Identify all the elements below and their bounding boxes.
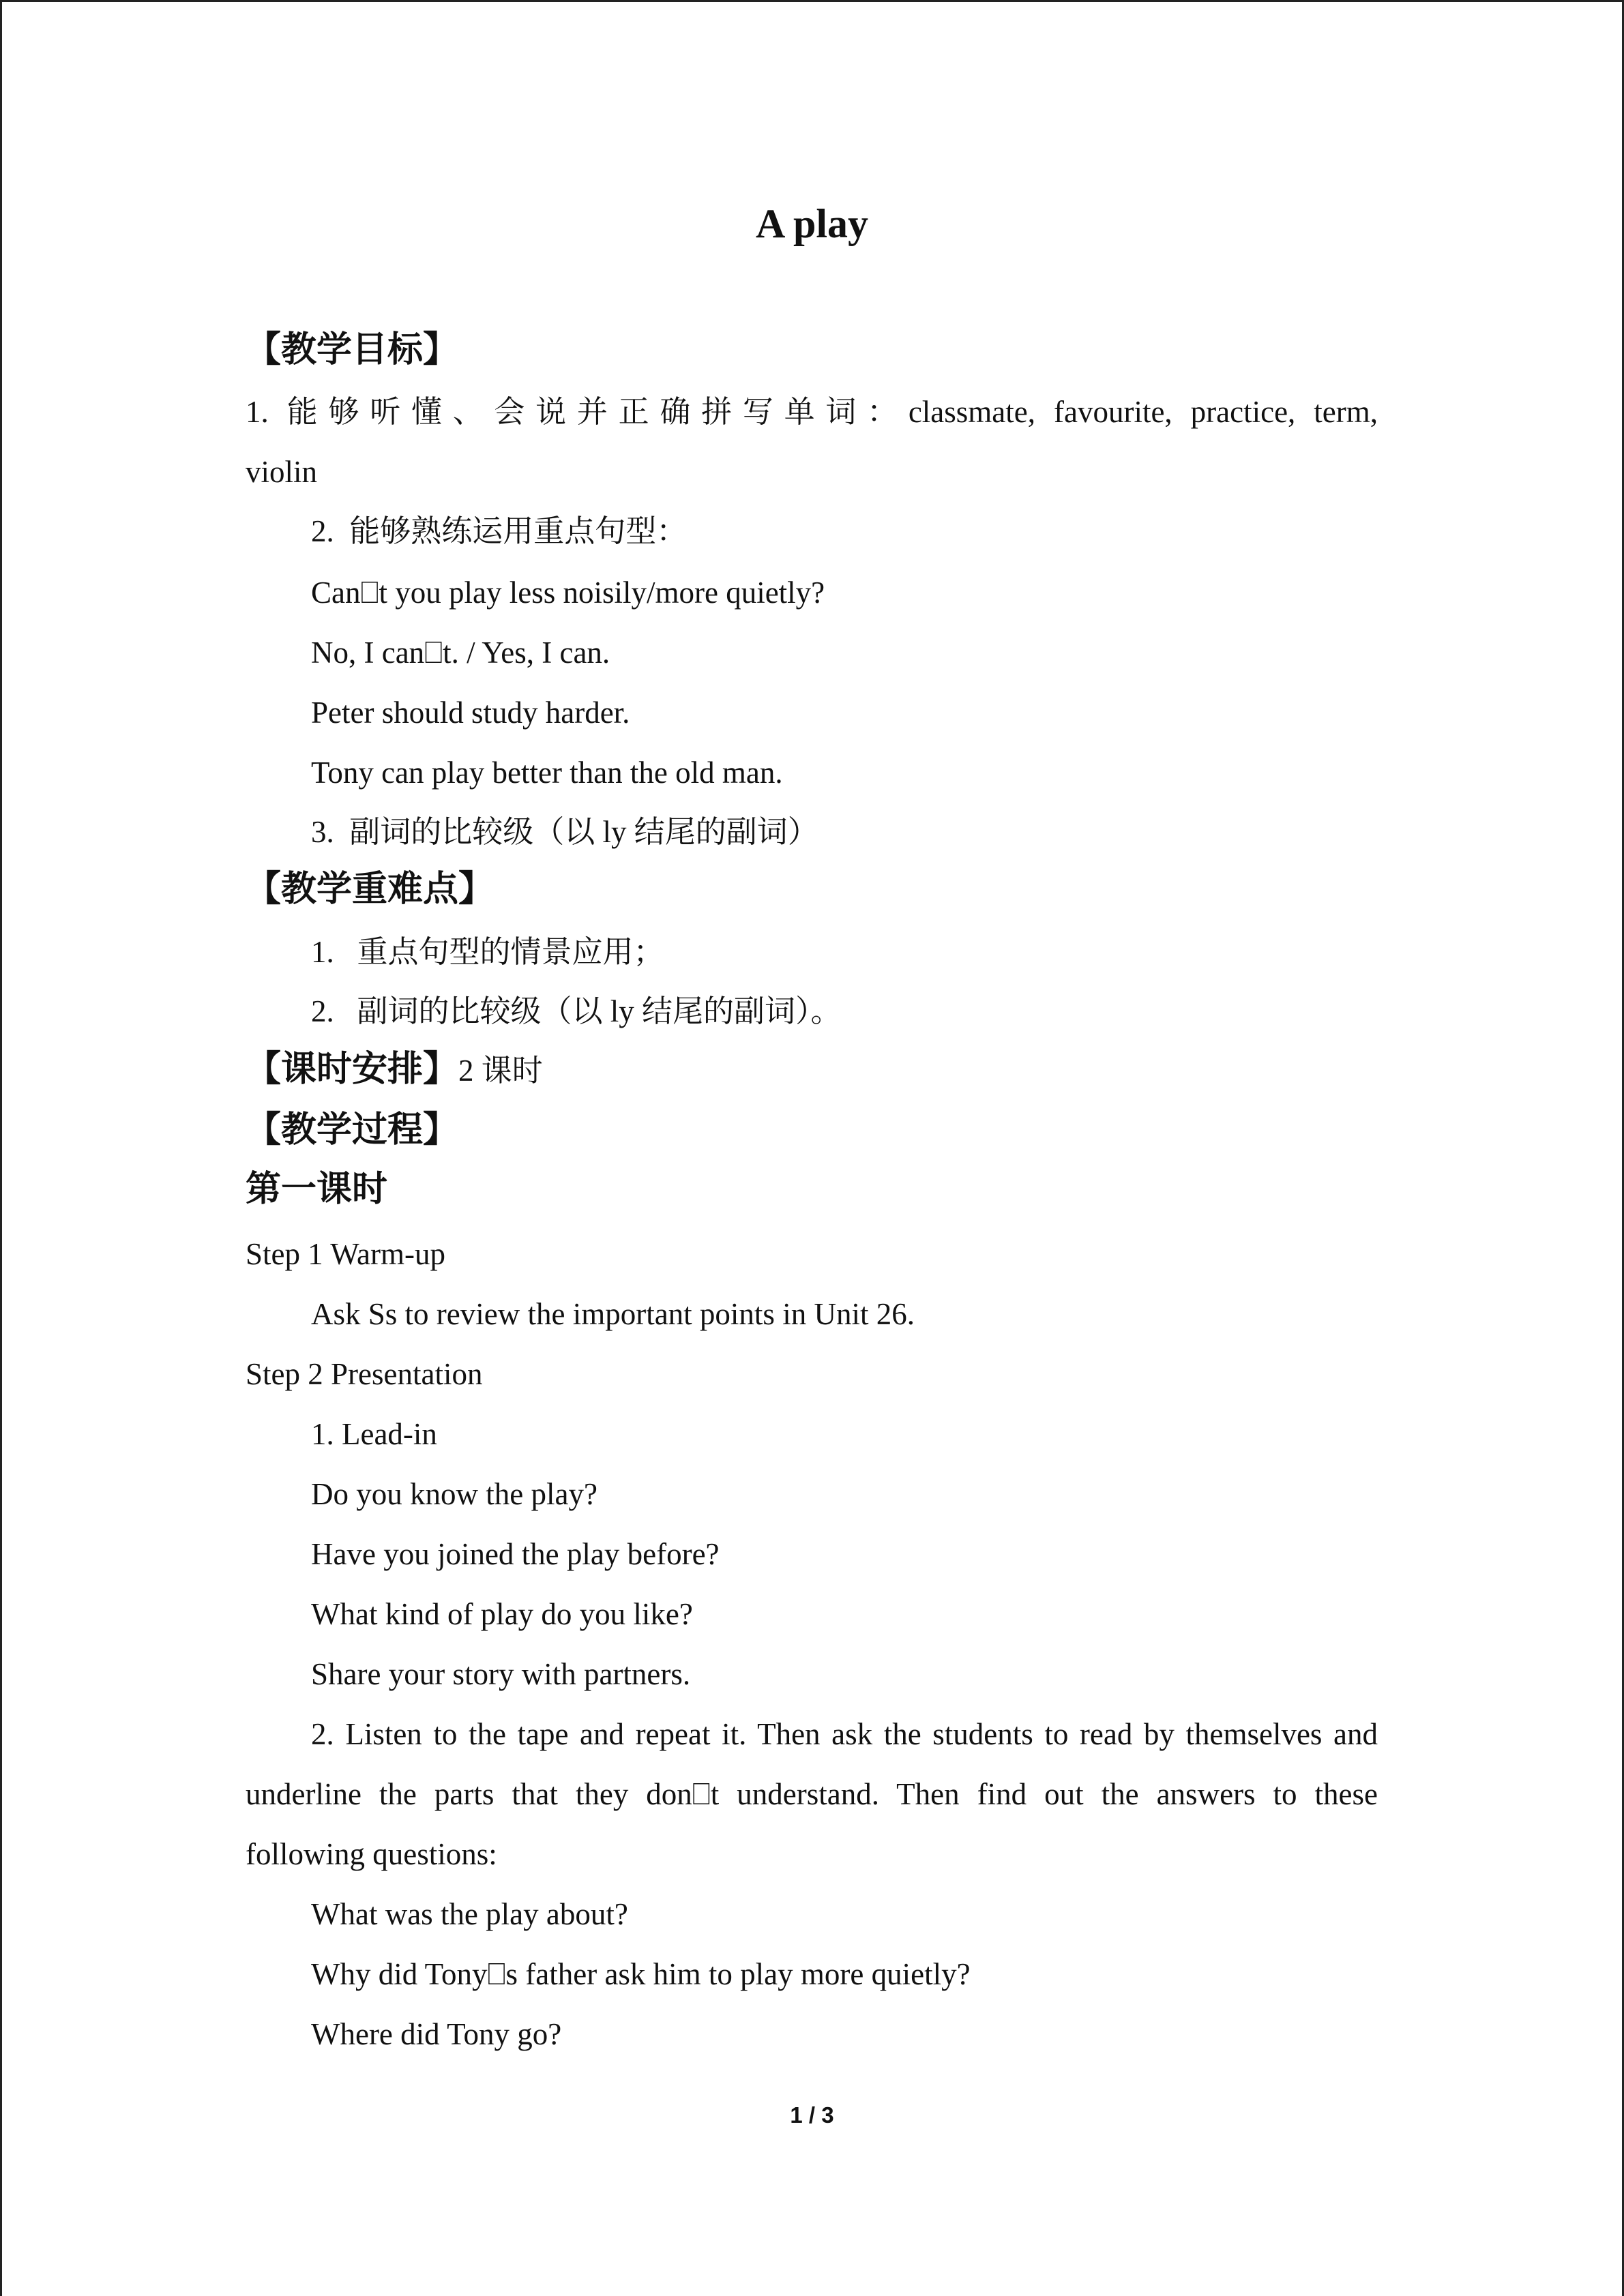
- page-left-border: [0, 0, 2, 2296]
- keypoints-heading: 【教学重难点】: [246, 869, 494, 910]
- listen-line-1: 2. Listen to the tape and repeat it. Then ask the students to read by themselves and: [311, 1717, 1378, 1751]
- schedule-heading: [246, 1048, 543, 1090]
- sentence-2: No, I can⎕t. / Yes, I can.: [311, 636, 610, 670]
- sentence-3: Peter should study harder.: [311, 696, 630, 730]
- step-2-title: Step 2 Presentation: [246, 1357, 483, 1391]
- objectives-heading: 【教学目标】: [246, 329, 459, 370]
- question-1: Do you know the play?: [311, 1477, 597, 1511]
- document-title: A play: [755, 201, 869, 246]
- schedule-label: 【课时安排】: [246, 1049, 459, 1090]
- question-2: Have you joined the play before?: [311, 1537, 720, 1571]
- schedule-value: 2 课时: [458, 1054, 543, 1088]
- keypoint-2: 2. 副词的比较级（以 ly 结尾的副词）。: [311, 994, 842, 1028]
- objective-2: 2. 能够熟练运用重点句型：: [311, 514, 688, 548]
- question-4: Share your story with partners.: [311, 1657, 691, 1691]
- lead-in: 1. Lead-in: [311, 1417, 437, 1451]
- keypoint-1: 1. 重点句型的情景应用；: [311, 935, 664, 969]
- objective-1-line-1: 1. 能够听懂、会说并正确拼写单词：classmate, favourite, practice, term,: [246, 395, 1378, 429]
- lesson-1-heading: 第一课时: [246, 1169, 388, 1210]
- step-1-title: Step 1 Warm-up: [246, 1237, 446, 1271]
- question-3: What kind of play do you like?: [311, 1597, 693, 1631]
- listen-line-3: following questions:: [246, 1837, 497, 1871]
- sentence-1: Can⎕t you play less noisily/more quietly?: [311, 576, 825, 610]
- process-heading: 【教学过程】: [246, 1109, 459, 1150]
- objective-1-line-2: violin: [246, 455, 318, 489]
- question-5: What was the play about?: [311, 1897, 628, 1931]
- page-number: 1 / 3: [790, 2102, 834, 2128]
- objective-3: 3. 副词的比较级（以 ly 结尾的副词）: [311, 815, 818, 849]
- question-6: Why did Tony⎕s father ask him to play more quietly?: [311, 1957, 971, 1991]
- listen-line-2: underline the parts that they don⎕t understand. Then find out the answers to these: [246, 1777, 1378, 1811]
- step-1-text: Ask Ss to review the important points in Unit 26.: [311, 1297, 915, 1331]
- question-7: Where did Tony go?: [311, 2017, 562, 2051]
- page-top-border: [0, 0, 1624, 2]
- sentence-4: Tony can play better than the old man.: [311, 756, 783, 790]
